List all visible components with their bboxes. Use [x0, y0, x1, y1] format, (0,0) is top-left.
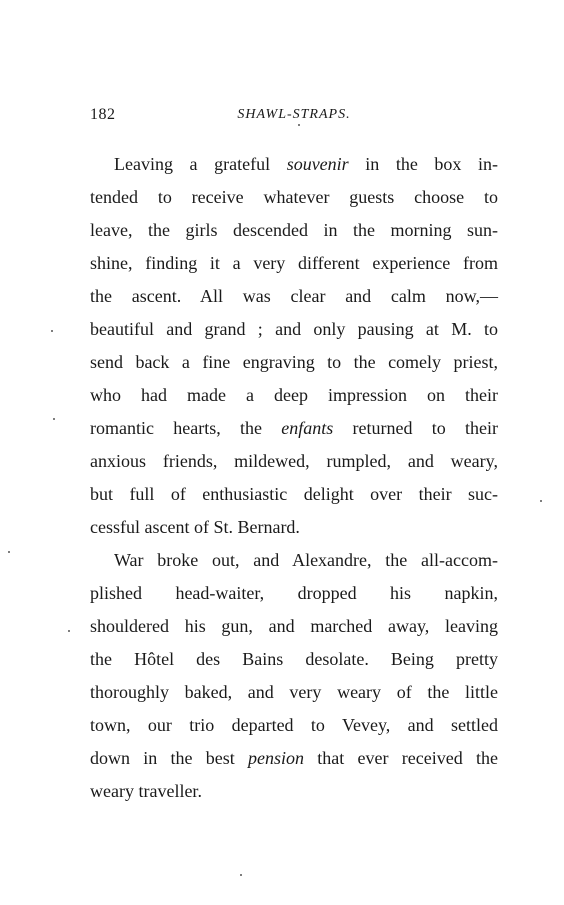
text-line — [90, 676, 498, 709]
print-speck — [298, 124, 300, 126]
text-run: anxious friends, mildewed, rumpled, and weary, — [90, 451, 498, 471]
text-run: weary traveller. — [90, 781, 202, 801]
text-line — [90, 709, 498, 742]
text-line — [90, 346, 498, 379]
italic-word: pension — [248, 748, 305, 768]
paragraph — [90, 544, 498, 808]
paragraph — [90, 148, 498, 544]
text-run: plished head-waiter, dropped his napkin, — [90, 583, 498, 603]
text-run: shouldered his gun, and marched away, leaving — [90, 616, 498, 636]
page-header — [90, 106, 498, 128]
text-line — [90, 379, 498, 412]
text-run: town, our trio departed to Vevey, and settled — [90, 715, 498, 735]
text-run: but full of enthusiastic delight over their suc- — [90, 484, 498, 504]
text-run: War broke out, and Alexandre, the all-accom- — [114, 550, 498, 570]
print-speck — [68, 630, 70, 632]
print-speck — [540, 500, 542, 502]
text-line — [90, 214, 498, 247]
print-speck — [53, 418, 55, 420]
text-line — [90, 577, 498, 610]
text-run: send back a fine engraving to the comely priest, — [90, 352, 498, 372]
text-run: beautiful and grand ; and only pausing at M. to — [90, 319, 498, 339]
text-line — [90, 775, 498, 808]
text-line — [90, 280, 498, 313]
body-text — [90, 148, 498, 808]
text-line — [90, 511, 498, 544]
text-run: down in the best — [90, 748, 249, 768]
text-line — [90, 478, 498, 511]
text-run: in the box in- — [348, 154, 498, 174]
italic-word: enfants — [281, 418, 334, 438]
text-line — [90, 643, 498, 676]
italic-word: souvenir — [286, 154, 349, 174]
text-run: Leaving a grateful — [114, 154, 287, 174]
text-line — [90, 742, 498, 775]
text-line — [90, 610, 498, 643]
text-run: who had made a deep impression on their — [90, 385, 498, 405]
text-run: that ever received the — [304, 748, 498, 768]
text-line — [90, 247, 498, 280]
text-run: romantic hearts, the — [90, 418, 282, 438]
print-speck — [240, 874, 242, 876]
text-line — [90, 313, 498, 346]
text-line — [90, 412, 498, 445]
text-run: leave, the girls descended in the morning sun- — [90, 220, 498, 240]
text-run: shine, finding it a very different experience from — [90, 253, 498, 273]
page-number: 182 — [90, 106, 116, 123]
text-line — [90, 148, 498, 181]
text-run: the Hôtel des Bains desolate. Being pretty — [90, 649, 498, 669]
text-line — [90, 181, 498, 214]
text-run: cessful ascent of St. Bernard. — [90, 517, 300, 537]
text-run: tended to receive whatever guests choose to — [90, 187, 498, 207]
text-run: returned to their — [333, 418, 498, 438]
running-head: SHAWL-STRAPS. — [237, 107, 351, 122]
print-speck — [51, 330, 53, 332]
text-run: thoroughly baked, and very weary of the little — [90, 682, 498, 702]
text-line — [90, 445, 498, 478]
text-line — [90, 544, 498, 577]
text-run: the ascent. All was clear and calm now,— — [90, 286, 498, 306]
print-speck — [8, 551, 10, 553]
